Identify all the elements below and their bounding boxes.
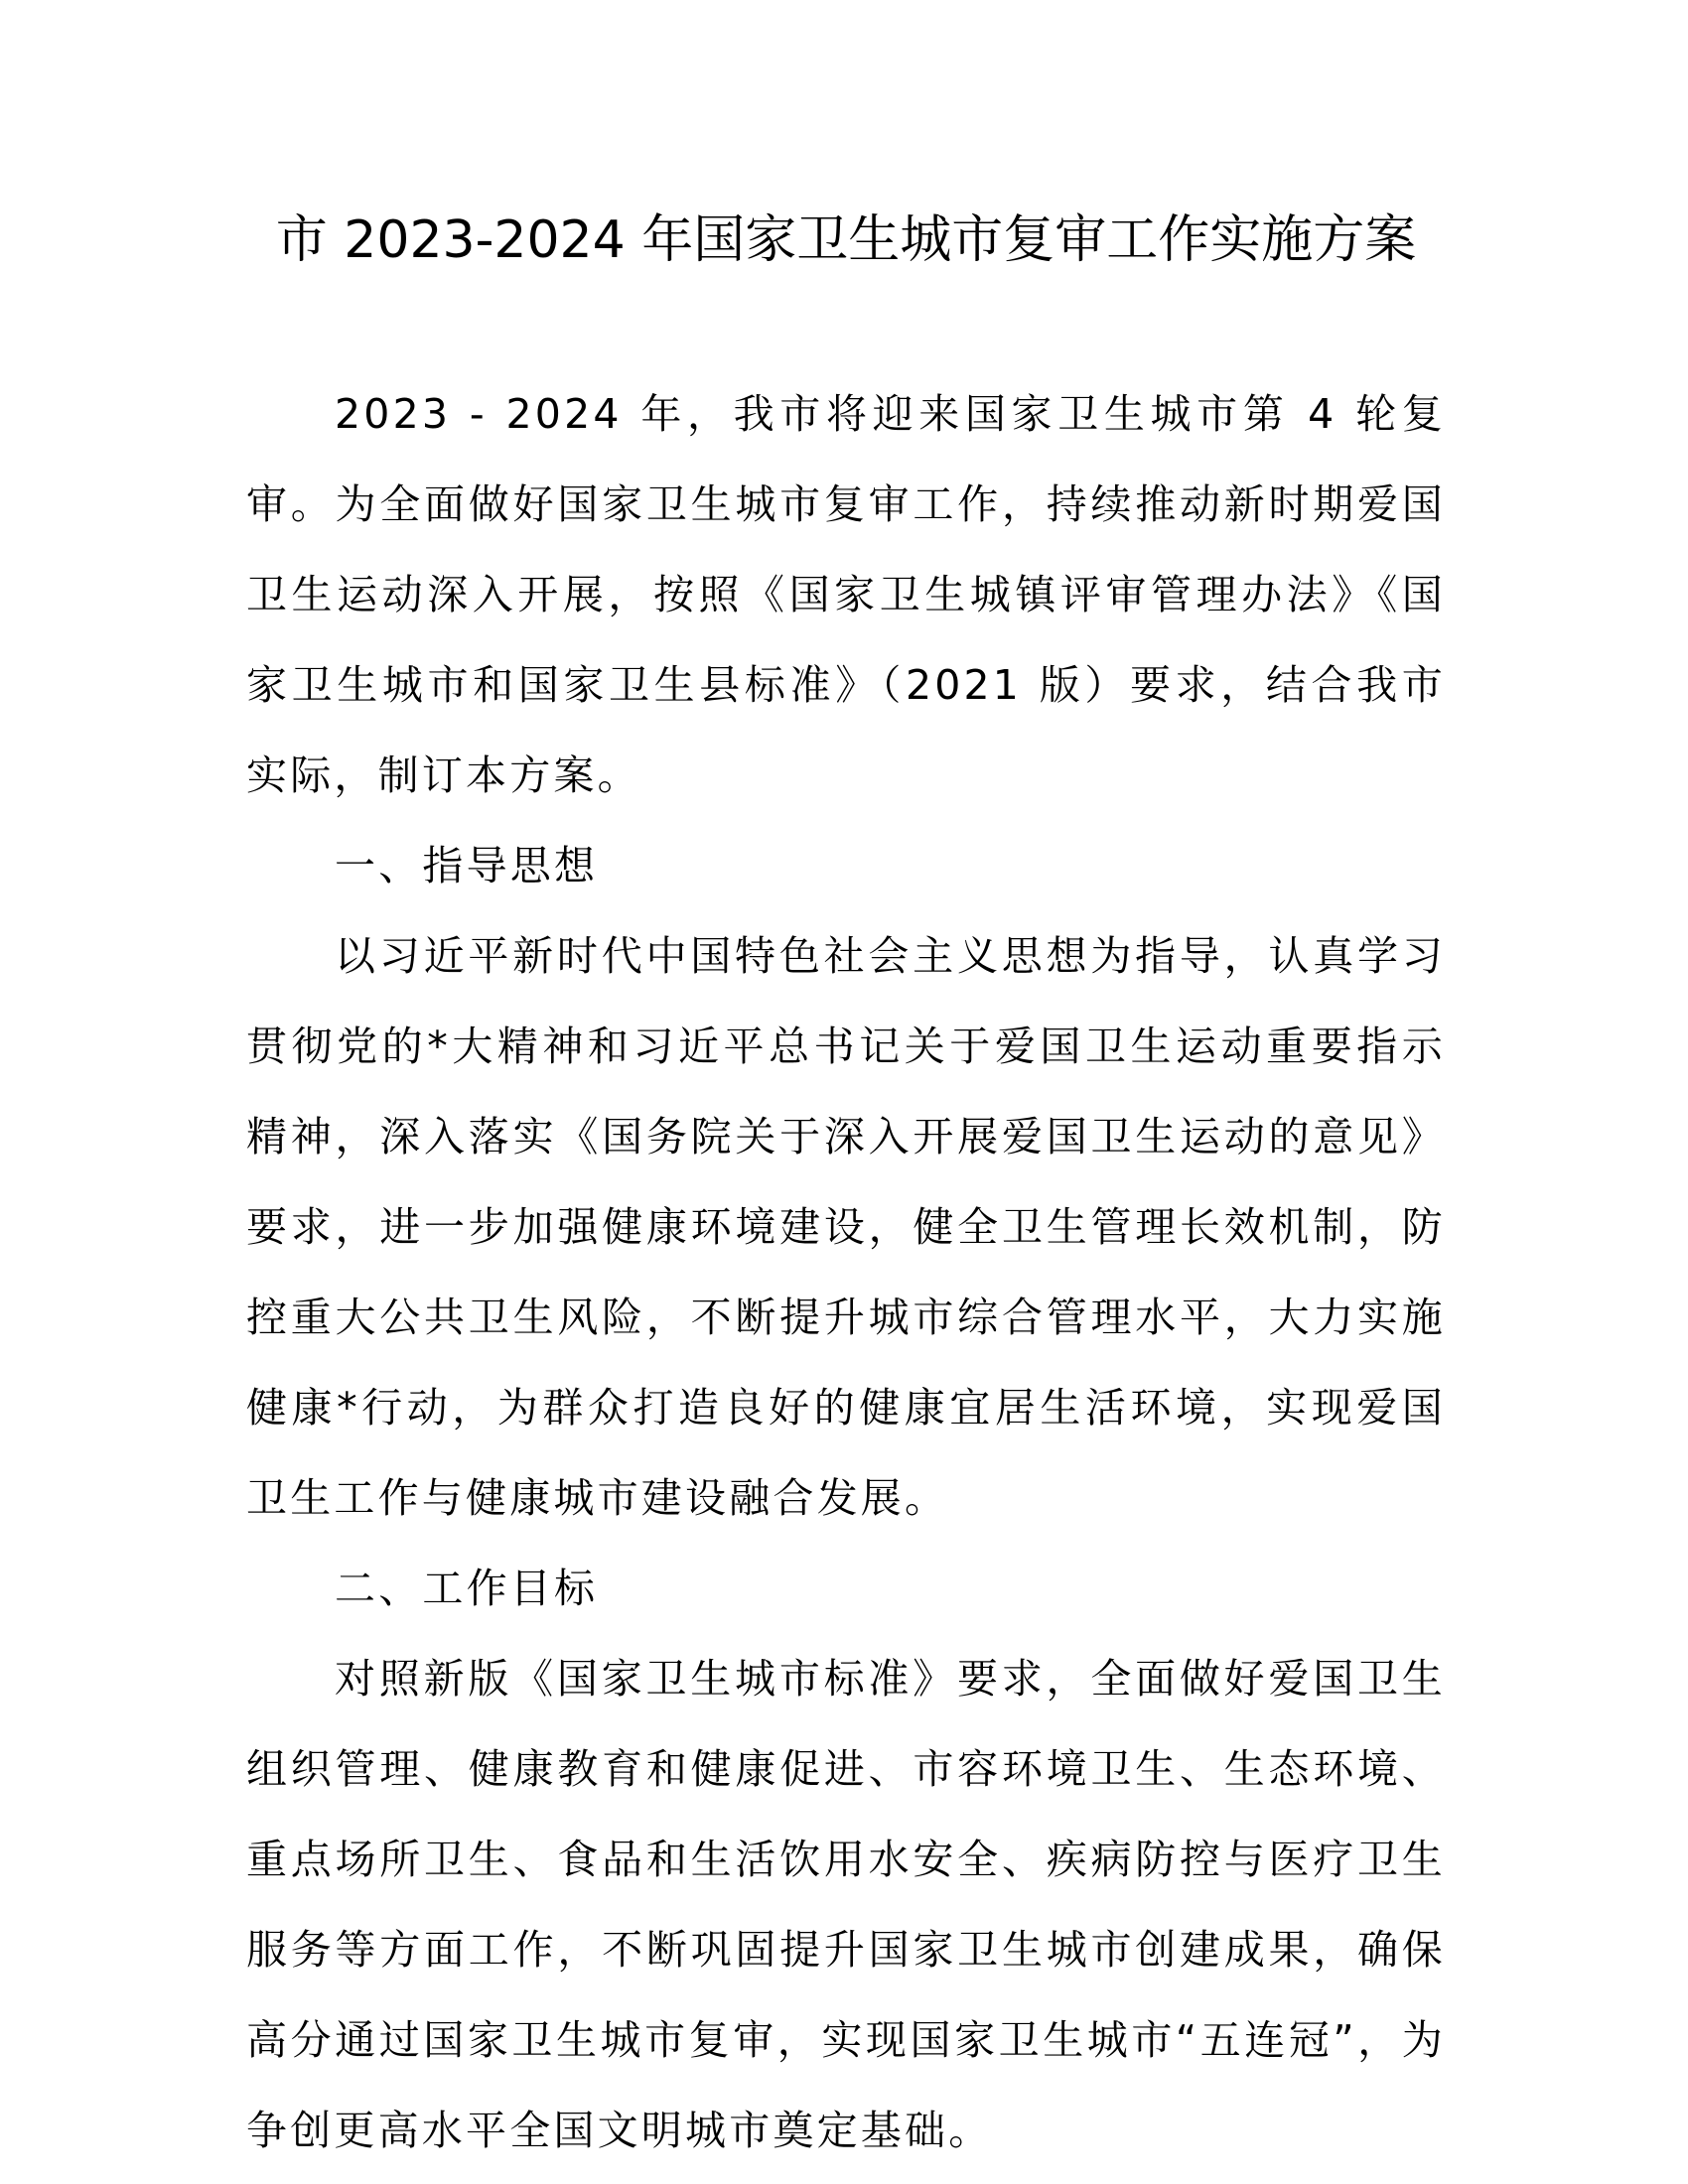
document-body	[246, 369, 1446, 2176]
work-goals-paragraph: 对照新版《国家卫生城市标准》要求，全面做好爱国卫生组织管理、健康教育和健康促进、市容环境卫生、生态环境、重点场所卫生、食品和生活饮用水安全、疾病防控与医疗卫生服务等方面工作，不断巩固提升国家卫生城市创建成果，确保高分通过国家卫生城市复审，实现国家卫生城市“五连冠”，为争创更高水平全国文明城市奠定基础。	[246, 1655, 1446, 2154]
guiding-ideology-paragraph: 以习近平新时代中国特色社会主义思想为指导，认真学习贯彻党的*大精神和习近平总书记关于爱国卫生运动重要指示精神，深入落实《国务院关于深入开展爱国卫生运动的意见》要求，进一步加强健康环境建设，健全卫生管理长效机制，防控重大公共卫生风险，不断提升城市综合管理水平，大力实施健康*行动，为群众打造良好的健康宜居生活环境，实现爱国卫生工作与健康城市建设融合发展。	[246, 932, 1446, 1522]
document-title: 市 2023-2024 年国家卫生城市复审工作实施方案	[275, 210, 1417, 270]
intro-paragraph: 2023 - 2024 年，我市将迎来国家卫生城市第 4 轮复审。为全面做好国家卫生城市复审工作，持续推动新时期爱国卫生运动深入开展，按照《国家卫生城镇评审管理办法》《国家卫生城市和国家卫生县标准》（2021 版）要求，结合我市实际，制订本方案。	[246, 390, 1446, 799]
section-heading-work-goals: 二、工作目标	[335, 1565, 599, 1612]
section-heading-guiding-ideology: 一、指导思想	[335, 842, 599, 889]
